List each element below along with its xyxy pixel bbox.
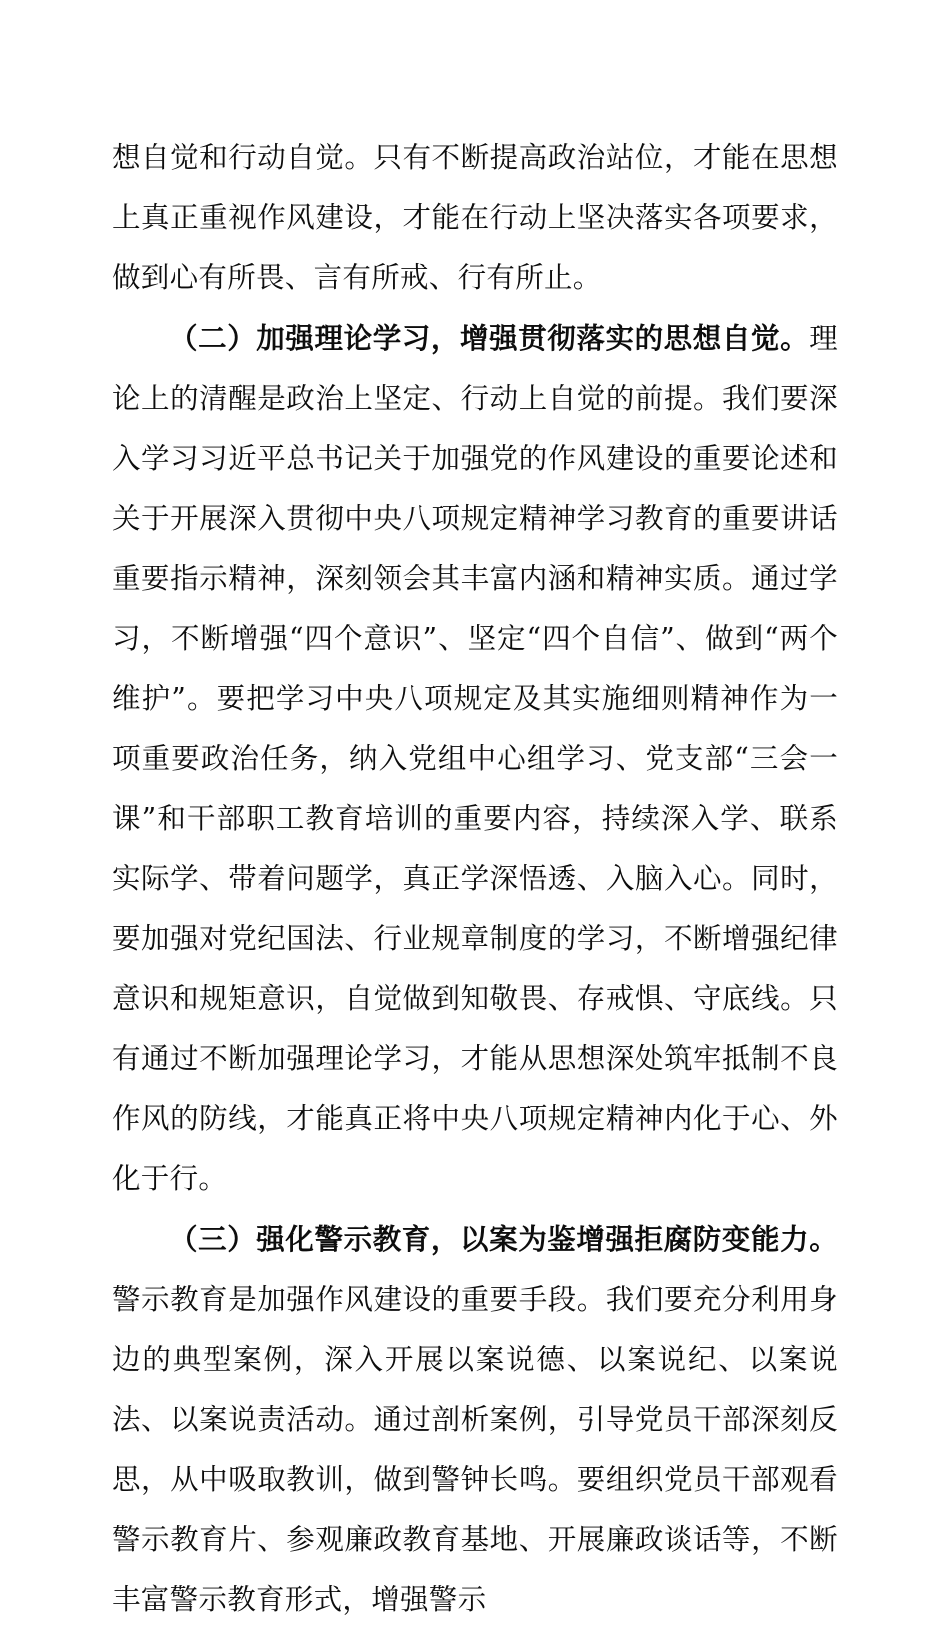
paragraph-text: 警示教育是加强作风建设的重要手段。我们要充分利用身边的典型案例，深入开展以案说德、以案说纪、以案说法、以案说责活动。通过剖析案例，引导党员干部深刻反思，从中吸取教训，做到警钟长鸣。要组织党员干部观看警示教育片、参观廉政教育基地、开展廉政谈话等，不断丰富警示教育形式，增强警示 [112, 1283, 838, 1616]
paragraph-continuation [112, 128, 838, 308]
paragraph-section-three [112, 1209, 838, 1630]
paragraph-lead: （二）加强理论学习，增强贯彻落实的思想自觉。 [169, 321, 810, 355]
paragraph-text: 理论上的清醒是政治上坚定、行动上自觉的前提。我们要深入学习习近平总书记关于加强党的作风建设的重要论述和关于开展深入贯彻中央八项规定精神学习教育的重要讲话重要指示精神，深刻领会其丰富内涵和精神实质。通过学习，不断增强“四个意识”、坚定“四个自信”、做到“两个维护”。要把学习中央八项规定及其实施细则精神作为一项重要政治任务，纳入党组中心组学习、党支部“三会一课”和干部职工教育培训的重要内容，持续深入学、联系实际学、带着问题学，真正学深悟透、入脑入心。同时，要加强对党纪国法、行业规章制度的学习，不断增强纪律意识和规矩意识，自觉做到知敬畏、存戒惧、守底线。只有通过不断加强理论学习，才能从思想深处筑牢抵制不良作风的防线，才能真正将中央八项规定精神内化于心、外化于行。 [112, 322, 838, 1195]
paragraph-lead: （三）强化警示教育，以案为鉴增强拒腐防变能力。 [169, 1222, 838, 1256]
document-body [112, 128, 838, 1630]
paragraph-section-two [112, 308, 838, 1209]
paragraph-text: 想自觉和行动自觉。只有不断提高政治站位，才能在思想上真正重视作风建设，才能在行动上坚决落实各项要求，做到心有所畏、言有所戒、行有所止。 [112, 141, 838, 294]
